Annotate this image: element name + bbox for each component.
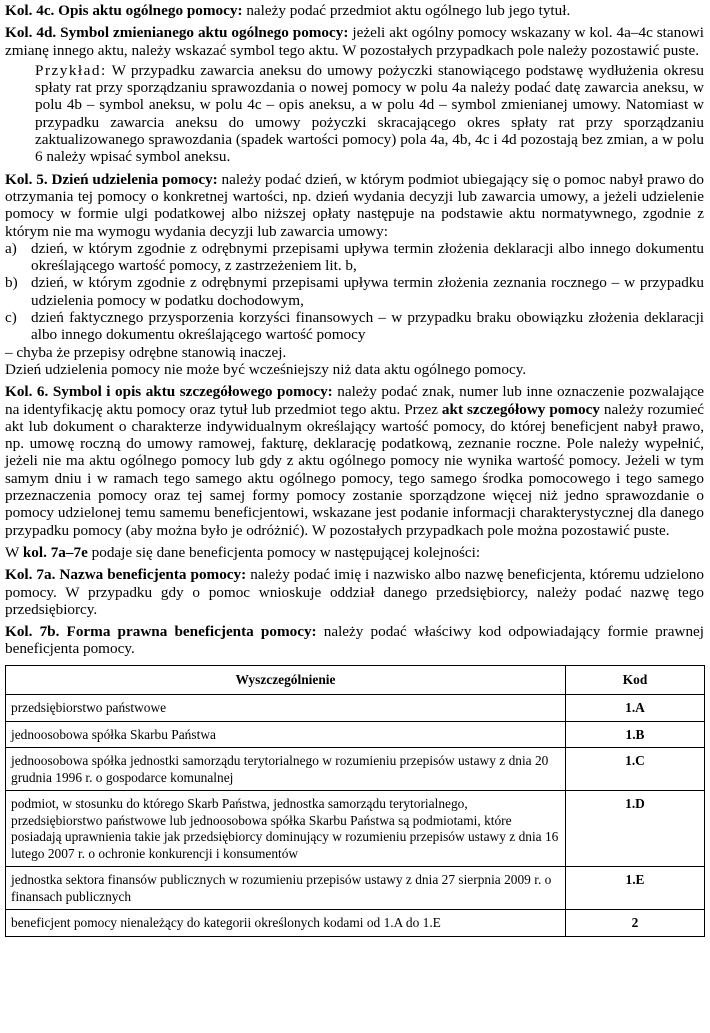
row-code: 1.B <box>566 721 705 748</box>
kol7-intro-bold: kol. 7a–7e <box>22 543 88 561</box>
kol7-intro-post: podaje się dane beneficjenta pomocy w następującej kolejności: <box>87 543 481 561</box>
list-marker: c) <box>5 309 17 327</box>
kol5-item-c <box>5 309 704 344</box>
kol4d-paragraph <box>5 24 704 59</box>
kol7b-paragraph <box>5 623 704 658</box>
list-text: dzień, w którym zgodnie z odrębnymi przepisami upływa termin złożenia deklaracji albo innego dokumentu określającego wartość pomocy, z zastrzeżeniem lit. b, <box>31 239 704 275</box>
kol6-bold-term: akt szczegółowy pomocy <box>441 400 600 418</box>
row-code: 1.C <box>566 748 705 791</box>
table-row <box>6 721 705 748</box>
kol5-text: należy podać dzień, w którym podmiot ubiegający się o pomoc nabył prawo do otrzymania tej pomocy o konkretnej wartości, np. dzień wydania decyzji lub zawarcia umowy, a jeżeli udzielenie pomocy w formie ulgi podatkowej albo niższej opłaty następuje na podstawie aktu normatywnego, zgodnie z którym nie ma wymogu wydania decyzji lub zawarcia umowy: <box>5 170 704 240</box>
kol7a-label: Kol. 7a. Nazwa beneficjenta pomocy: <box>5 566 247 584</box>
kol7b-label: Kol. 7b. Forma prawna beneficjenta pomocy: <box>5 623 317 641</box>
kol5-note: Dzień udzielenia pomocy nie może być wcześniejszy niż data aktu ogólnego pomocy. <box>5 360 527 378</box>
row-description: jednoosobowa spółka Skarbu Państwa <box>6 721 566 748</box>
kol7-intro-pre: W <box>5 543 23 561</box>
legal-form-codes-table <box>5 665 705 937</box>
row-description: beneficjent pomocy nienależący do kategorii określonych kodami od 1.A do 1.E <box>6 910 566 937</box>
table-row <box>6 867 705 910</box>
example-paragraph <box>35 62 704 166</box>
list-marker: a) <box>5 239 17 257</box>
list-marker: b) <box>5 274 18 292</box>
table-row <box>6 791 705 867</box>
row-description: przedsiębiorstwo państwowe <box>6 695 566 722</box>
row-code: 1.A <box>566 695 705 722</box>
kol7b-text: należy podać właściwy kod odpowiadający formie prawnej beneficjenta pomocy. <box>5 623 704 658</box>
kol5-item-b <box>5 274 704 309</box>
kol6-paragraph <box>5 383 704 539</box>
row-code: 1.D <box>566 791 705 867</box>
kol4d-text: jeżeli akt ogólny pomocy wskazany w kol. 4a–4c stanowi zmianę innego aktu, należy wskazać symbol tego aktu. W pozostałych przypadkach pole należy pozostawić puste. <box>5 24 704 59</box>
table-row <box>6 748 705 791</box>
row-code: 1.E <box>566 867 705 910</box>
kol6-text-1: należy podać znak, numer lub inne oznaczenie pozwalające na identyfikację aktu pomocy oraz tytuł lub przedmiot tego aktu. Przez <box>5 383 704 418</box>
kol5-tail: – chyba że przepisy odrębne stanowią inaczej. <box>5 343 287 361</box>
kol6-label: Kol. 6. Symbol i opis aktu szczegółowego pomocy: <box>5 383 333 401</box>
header-description: Wyszczególnienie <box>6 665 566 695</box>
row-description: jednoosobowa spółka jednostki samorządu terytorialnego w rozumieniu przepisów ustawy z dnia 20 grudnia 1996 r. o gospodarce komunalnej <box>6 748 566 791</box>
table-row <box>6 910 705 937</box>
row-code: 2 <box>566 910 705 937</box>
kol7a-paragraph <box>5 566 704 618</box>
kol4c-label: Kol. 4c. Opis aktu ogólnego pomocy: <box>5 2 243 19</box>
example-text: W przypadku zawarcia aneksu do umowy pożyczki stanowiącego podstawę wydłużenia okresu spłaty rat przy sporządzaniu sprawozdania o nowej pomocy w polu 4a należy podać datę zawarcia aneksu, w polu 4b – symbol aneksu, w polu 4c – opis aneksu, a w polu 4d – symbol zmienianej umowy. Natomiast w przypadku zawarcia aneksu do umowy pożyczki skracającego okres spłaty rat przy sporządzaniu zaktualizowanego sprawozdania (spadek wartości pomocy) pola 4a, 4b, 4c i 4d pozostają bez zmian, a w polu 6 należy wpisać symbol aneksu. <box>35 61 704 166</box>
table-row <box>6 695 705 722</box>
header-code: Kod <box>566 665 705 695</box>
example-label: Przykład: <box>35 61 107 79</box>
kol4c-paragraph <box>5 2 704 19</box>
kol5-label: Kol. 5. Dzień udzielenia pomocy: <box>5 170 218 188</box>
row-description: podmiot, w stosunku do którego Skarb Państwa, jednostka samorządu terytorialnego, przedsiębiorstwo państwowe lub jednoosobowa spółka Skarbu Państwa są podmiotami, które posiadają uprawnienia takie jak przedsiębiorcy dominujący w rozumieniu przepisów ustawy z dnia 16 lutego 2007 r. o ochronie konkurencji i konsumentów <box>6 791 566 867</box>
list-text: dzień faktycznego przysporzenia korzyści finansowych – w przypadku braku obowiązku złożenia deklaracji albo innego dokumentu określającego wartość pomocy <box>31 309 704 344</box>
list-text: dzień, w którym zgodnie z odrębnymi przepisami upływa termin złożenia zeznania rocznego – w przypadku udzielenia pomocy w podatku dochodowym, <box>31 274 704 309</box>
row-description: jednostka sektora finansów publicznych w rozumieniu przepisów ustawy z dnia 27 sierpnia 2009 r. o finansach publicznych <box>6 867 566 910</box>
kol6-text-2: należy rozumieć akt lub dokument o charakterze indywidualnym określający wartość pomocy, do której beneficjent nabył prawo, np. umowę roczną do umowy ramowej, fakturę, deklarację podatkową, zeznanie roczne. Pole należy wypełnić, jeżeli nie ma aktu ogólnego pomocy lub gdy z aktu ogólnego pomocy nie wynika wartość pomocy. Jeżeli w tym samym dniu i w ramach tego samego aktu ogólnego pomocy, tego samego środka pomocowego i tego samego przeznaczenia pomocy oraz tej samej formy pomocy zostanie sporządzone więcej niż jedno sprawozdanie o pomocy udzielonej temu samemu beneficjentowi, wskazane jest podanie informacji charakterystycznej dla danego przypadku pomocy (aby można było je odróżnić). W pozostałych przypadkach pole można pozostawić puste. <box>5 400 704 539</box>
kol7-intro <box>5 544 704 561</box>
kol5-item-a <box>5 240 704 275</box>
kol7a-text: należy podać imię i nazwisko albo nazwę beneficjenta, któremu udzielono pomocy. W przypadku gdy o pomoc wnioskuje oddział danego przedsiębiorcy, należy podać nazwę tego przedsiębiorcy. <box>5 566 704 618</box>
table-header-row <box>6 665 705 695</box>
kol4c-text: należy podać przedmiot aktu ogólnego lub jego tytuł. <box>242 2 571 19</box>
kol5-paragraph <box>5 171 704 240</box>
kol4d-label: Kol. 4d. Symbol zmienianego aktu ogólnego pomocy: <box>5 24 349 42</box>
